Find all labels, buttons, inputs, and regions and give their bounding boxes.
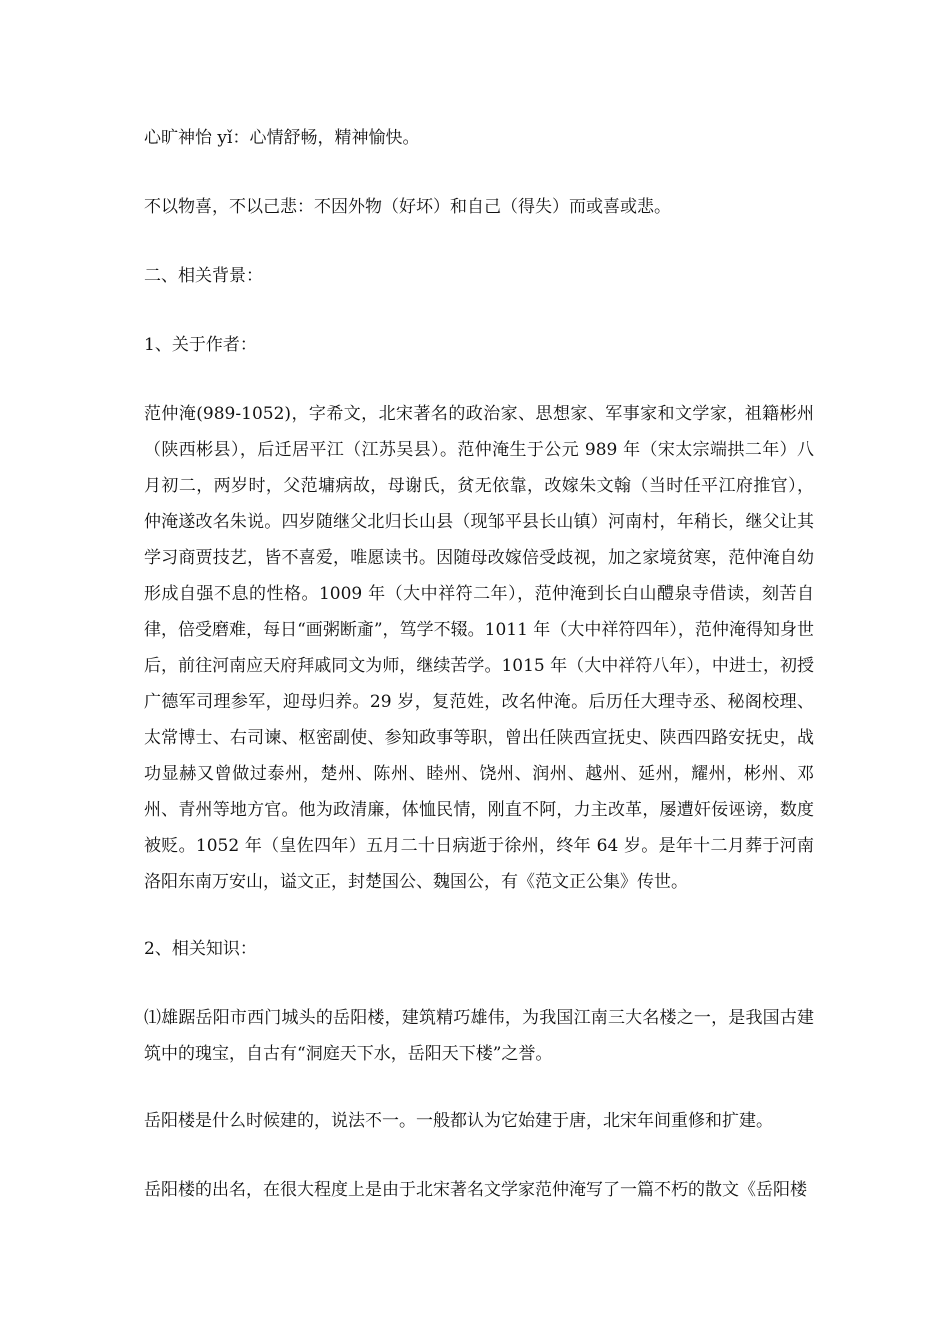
subheading-about-author: 1、关于作者： bbox=[144, 335, 257, 355]
knowledge-item-1: ⑴雄踞岳阳市西门城头的岳阳楼，建筑精巧雄伟，为我国江南三大名楼之一，是我国古建筑中的瑰宝，自古有“洞庭天下水，岳阳天下楼”之誉。 bbox=[144, 1008, 814, 1064]
vocab-buyiwuxi: 不以物喜，不以己悲：不因外物（好坏）和自己（得失）而或喜或悲。 bbox=[144, 197, 671, 217]
subheading-related-knowledge: 2、相关知识： bbox=[144, 939, 257, 959]
document-body bbox=[144, 120, 814, 1241]
author-biography: 范仲淹(989-1052)，字希文，北宋著名的政治家、思想家、军事家和文学家，祖籍彬州（陕西彬县），后迁居平江（江苏吴县）。范仲淹生于公元 989 年（宋太宗端拱二年）八月初二，两岁时，父范墉病故，母谢氏，贫无依靠，改嫁朱文翰（当时任平江府推官），仲淹遂改名朱说。四岁随继父北归长山县（现邹平县长山镇）河南村，年稍长，继父让其学习商贾技艺，皆不喜爱，唯愿读书。因随母改嫁倍受歧视，加之家境贫寒，范仲淹自幼形成自强不息的性格。1009 年（大中祥符二年），范仲淹到长白山醴泉寺借读，刻苦自律，倍受磨难，每日“画粥断齑”，笃学不辍。1011 年（大中祥符四年），范仲淹得知身世后，前往河南应天府拜戚同文为师，继续苦学。1015 年（大中祥符八年），中进士，初授广德军司理参军，迎母归养。29 岁，复范姓，改名仲淹。后历任大理寺丞、秘阁校理、太常博士、右司谏、枢密副使、参知政事等职，曾出任陕西宣抚史、陕西四路安抚史，战功显赫又曾做过泰州，楚州、陈州、睦州、饶州、润州、越州、延州，耀州，彬州、邓州、青州等地方官。他为政清廉，体恤民情，刚直不阿，力主改革，屡遭奸佞诬谤，数度被贬。1052 年（皇佐四年）五月二十日病逝于徐州，终年 64 岁。是年十二月葬于河南洛阳东南万安山，谥文正，封楚国公、魏国公，有《范文正公集》传世。 bbox=[144, 404, 814, 892]
yueyang-tower-fame: 岳阳楼的出名，在很大程度上是由于北宋著名文学家范仲淹写了一篇不朽的散文《岳阳楼 bbox=[144, 1180, 807, 1200]
vocab-xinkuangshenyi: 心旷神怡 yǐ：心情舒畅，精神愉快。 bbox=[144, 128, 420, 148]
yueyang-tower-origin: 岳阳楼是什么时候建的，说法不一。一般都认为它始建于唐，北宋年间重修和扩建。 bbox=[144, 1111, 773, 1131]
section-heading-background: 二、相关背景： bbox=[144, 266, 263, 286]
